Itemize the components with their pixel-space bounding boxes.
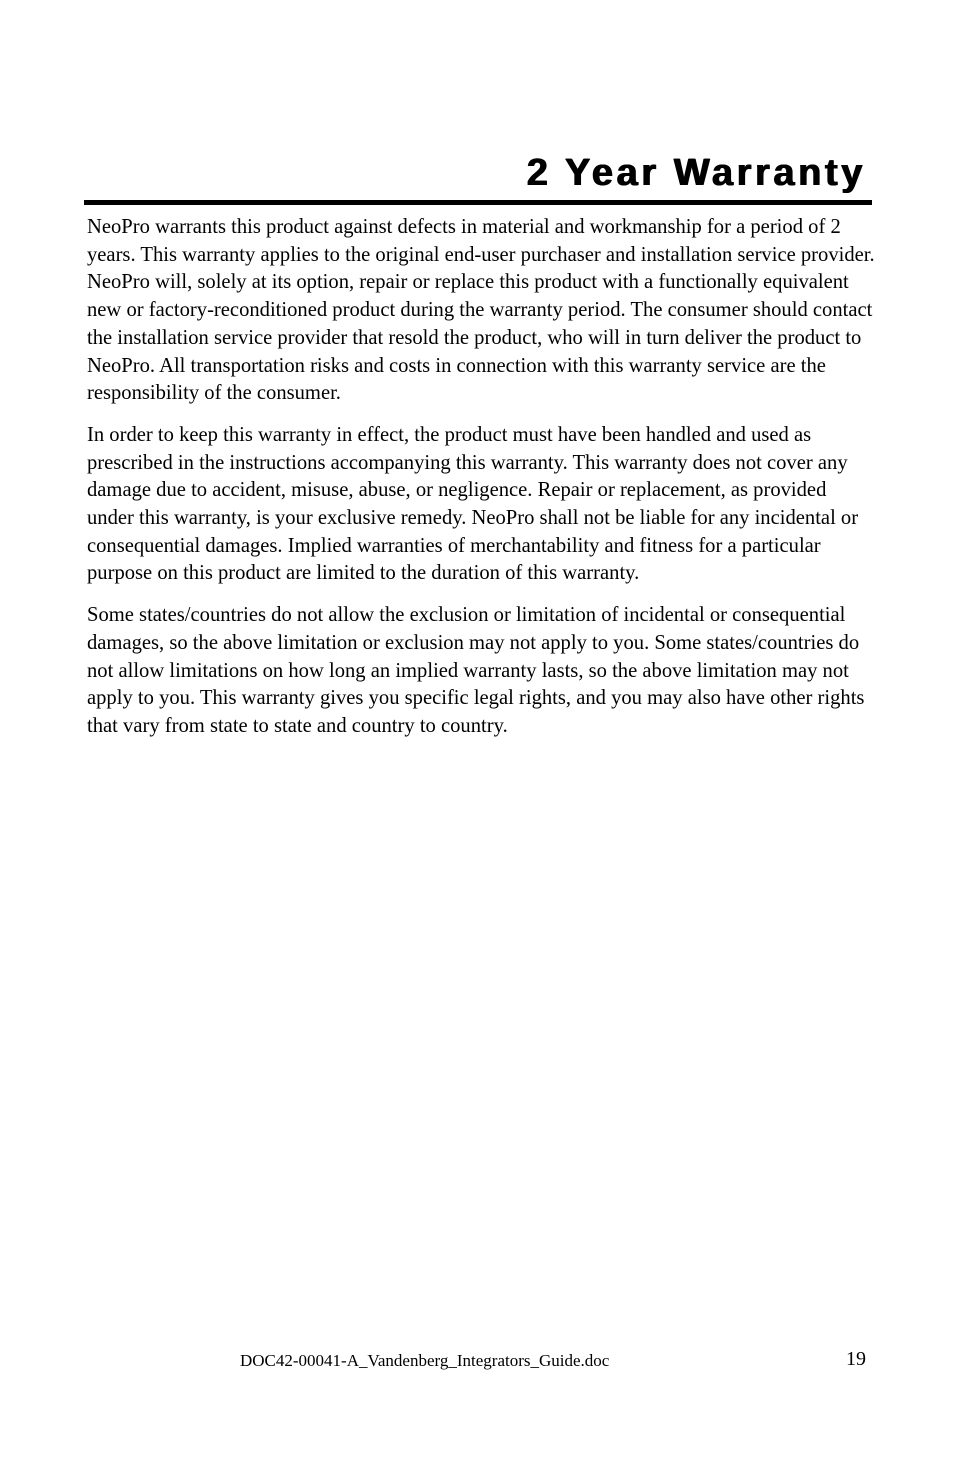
footer-document-name: DOC42-00041-A_Vandenberg_Integrators_Guide.doc [240, 1351, 610, 1370]
page-title: 2 Year Warranty [526, 152, 866, 194]
title-divider [84, 200, 872, 205]
paragraph-warranty-conditions: In order to keep this warranty in effect, the product must have been handled and used as prescribed in the instructions accompanying this warranty. This warranty does not cover any damage due to accident, misuse, abuse, or negligence. Repair or replacement, as provided under this warranty, is your exclusive remedy. NeoPro shall not be liable for any incidental or consequential damages. Implied warranties of merchantability and fitness for a particular purpose on this product are limited to the duration of this warranty. [87, 423, 859, 585]
paragraph-warranty-terms: NeoPro warrants this product against defects in material and workmanship for a period of 2 years. This warranty applies to the original end-user purchaser and installation service provider. NeoPro will, solely at its option, repair or replace this product with a functionally equivalent new or factory-reconditioned product during the warranty period. The consumer should contact the installation service provider that resold the product, who will in turn deliver the product to NeoPro. All transportation risks and costs in connection with this warranty service are the responsibility of the consumer. [87, 216, 875, 405]
warranty-body [87, 214, 877, 755]
paragraph-legal-rights: Some states/countries do not allow the exclusion or limitation of incidental or consequential damages, so the above limitation or exclusion may not apply to you. Some states/countries do not allow limitations on how long an implied warranty lasts, so the above limitation may not apply to you. This warranty gives you specific legal rights, and you may also have other rights that vary from state to state and country to country. [87, 604, 865, 737]
page-number: 19 [846, 1348, 866, 1370]
